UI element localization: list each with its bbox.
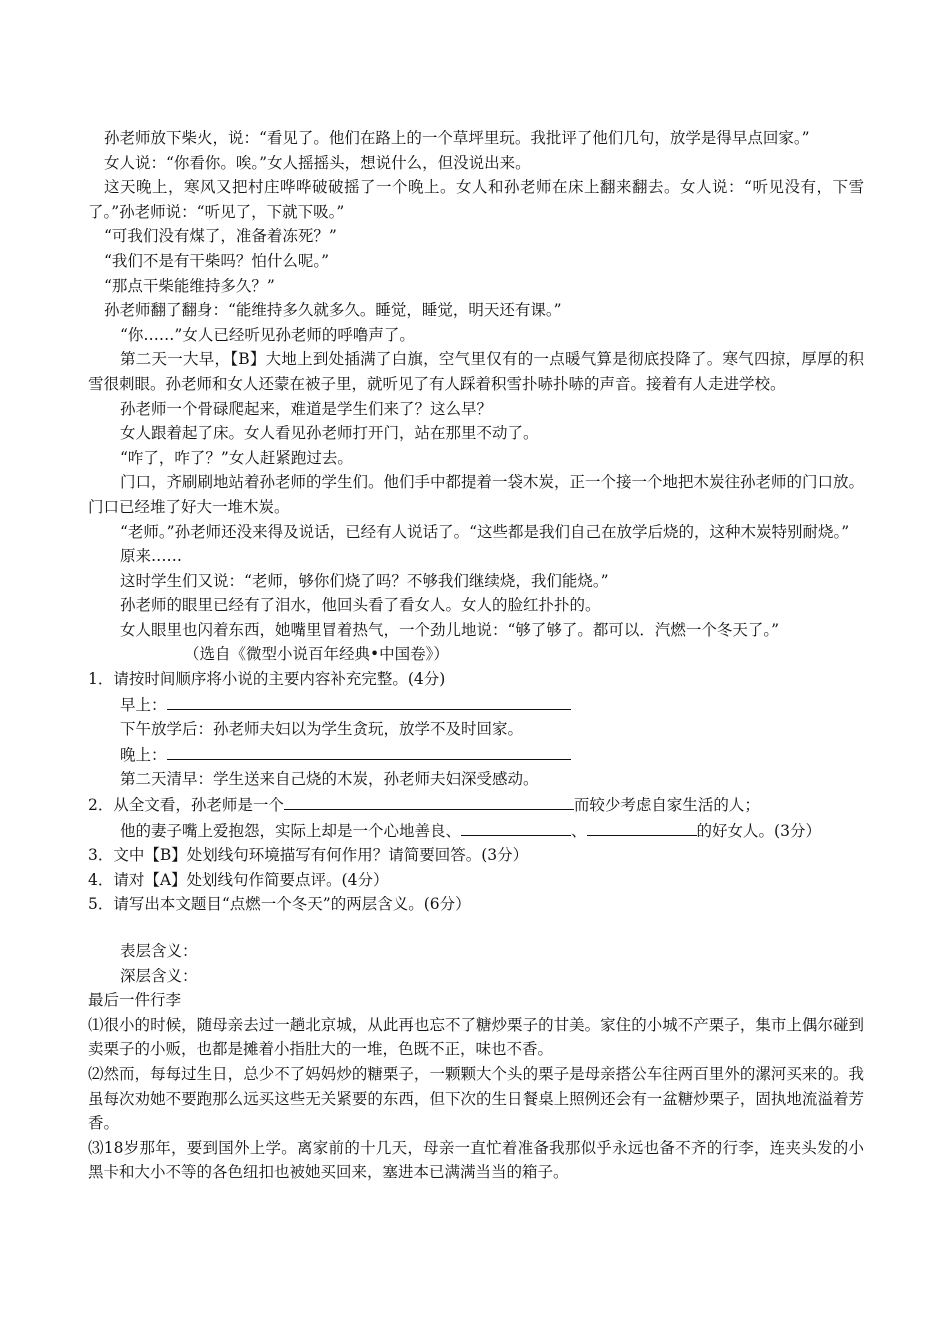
answer-blank[interactable] — [461, 818, 571, 836]
paragraph: ⑵然而，每每过生日，总少不了妈妈炒的糖栗子，一颗颗大个头的栗子是母亲搭公车往两百里外的漯河买来的。我虽每次劝她不要跑那么远买这些无关紧要的东西，但下次的生日餐桌上照例还会有一盆糖炒栗子，固执地流溢着芳香。 — [88, 1064, 864, 1133]
question-2-text: 他的妻子嘴上爱抱怨，实际上却是一个心地善良、 — [120, 821, 462, 840]
question-4: 4．请对【A】处划线句作简要点评。(4分） — [88, 870, 389, 889]
surface-meaning-label: 表层含义： — [120, 942, 198, 960]
spacer — [88, 917, 864, 939]
deep-meaning-label: 深层含义： — [120, 966, 198, 985]
paragraph: 女人说：“你看你。唉。”女人摇摇头，想说什么，但没说出来。 — [104, 153, 531, 172]
question-3: 3．文中【B】处划线句环境描写有何作用？请简要回答。(3分） — [88, 846, 529, 865]
paragraph: 孙老师的眼里已经有了泪水，他回头看了看女人。女人的脸红扑扑的。 — [120, 596, 601, 615]
passage-title: 最后一件行李 — [88, 991, 182, 1010]
answer-blank[interactable] — [284, 792, 574, 810]
paragraph: “可我们没有煤了，准备着冻死？” — [104, 227, 337, 246]
paragraph: “你……”女人已经听见孙老师的呼噜声了。 — [120, 325, 415, 344]
paragraph: 女人眼里也闪着东西，她嘴里冒着热气，一个劲儿地说：“够了够了。都可以．汽燃一个冬天了。” — [120, 620, 780, 639]
question-2-text: 的好女人。(3分） — [696, 821, 821, 840]
question-2 — [88, 792, 864, 818]
answer-blank[interactable] — [167, 742, 571, 760]
paragraph: 门口，齐刷刷地站着孙老师的学生们。他们手中都提着一袋木炭，正一个接一个地把木炭往孙老师的门口放。门口已经堆了好大一堆木炭。 — [88, 473, 865, 516]
paragraph: ⑶18岁那年，要到国外上学。离家前的十几天，母亲一直忙着准备我那似乎永远也备不齐的行李，连夹头发的小黑卡和大小不等的各色纽扣也被她买回来，塞进本已满满当当的箱子。 — [88, 1138, 864, 1182]
paragraph: 孙老师翻了翻身：“能维持多久就多久。睡觉，睡觉，明天还有课。” — [104, 301, 562, 320]
source-citation: （选自《微型小说百年经典•中国卷》） — [184, 645, 449, 664]
question-2-text: 2．从全文看，孙老师是一个 — [88, 796, 284, 815]
answer-line-morning — [88, 692, 864, 718]
evening-label: 晚上： — [120, 745, 167, 764]
question-2-text: 而较少考虑自家生活的人； — [573, 796, 760, 815]
answer-line-evening — [88, 742, 864, 768]
answer-line-afternoon: 下午放学后：孙老师夫妇以为学生贪玩，放学不及时回家。 — [120, 720, 524, 739]
paragraph: “老师。”孙老师还没来得及说话，已经有人说话了。“这些都是我们自己在放学后烧的，这种木炭特别耐烧。” — [120, 522, 850, 541]
paragraph: “那点干柴能维持多久？” — [104, 276, 275, 295]
paragraph: “咋了，咋了？”女人赶紧跑过去。 — [120, 448, 353, 467]
question-1: 1．请按时间顺序将小说的主要内容补充完整。(4分) — [88, 670, 446, 689]
question-2-continued — [88, 818, 864, 844]
morning-label: 早上： — [120, 695, 167, 714]
answer-blank[interactable] — [167, 692, 571, 710]
paragraph: 这时学生们又说：“老师，够你们烧了吗？不够我们继续烧，我们能烧。” — [120, 571, 609, 590]
paragraph: 原来…… — [120, 547, 183, 566]
paragraph: 第二天一大早，【B】大地上到处插满了白旗，空气里仅有的一点暖气算是彻底投降了。寒气四掠，厚厚的积雪很刺眼。孙老师和女人还蒙在被子里，就听见了有人踩着积雪扑哧扑哧的声音。接着有人走进学校。 — [88, 350, 864, 393]
answer-line-next-day: 第二天清早：学生送来自己烧的木炭，孙老师夫妇深受感动。 — [120, 770, 539, 789]
paragraph: ⑴很小的时候，随母亲去过一趟北京城，从此再也忘不了糖炒栗子的甘美。家住的小城不产栗子，集市上偶尔碰到卖栗子的小贩，也都是摊着小指肚大的一堆，色既不正，味也不香。 — [88, 1015, 864, 1059]
paragraph: 孙老师一个骨碌爬起来，难道是学生们来了？这么早？ — [120, 399, 493, 418]
question-5: 5．请写出本文题目“点燃一个冬天”的两层含义。(6分） — [88, 895, 471, 914]
document-page — [88, 126, 864, 1185]
paragraph: 孙老师放下柴火，说：“看见了。他们在路上的一个草坪里玩。我批评了他们几句，放学是得早点回家。” — [104, 129, 810, 147]
paragraph: “我们不是有干柴吗？怕什么呢。” — [104, 251, 330, 270]
answer-blank[interactable] — [587, 818, 697, 836]
separator: 、 — [571, 821, 587, 840]
paragraph: 这天晚上，寒风又把村庄哗哗破破摇了一个晚上。女人和孙老师在床上翻来翻去。女人说：“听见没有，下雪了。”孙老师说：“听见了，下就下吸。” — [88, 178, 864, 221]
paragraph: 女人跟着起了床。女人看见孙老师打开门，站在那里不动了。 — [120, 424, 539, 443]
